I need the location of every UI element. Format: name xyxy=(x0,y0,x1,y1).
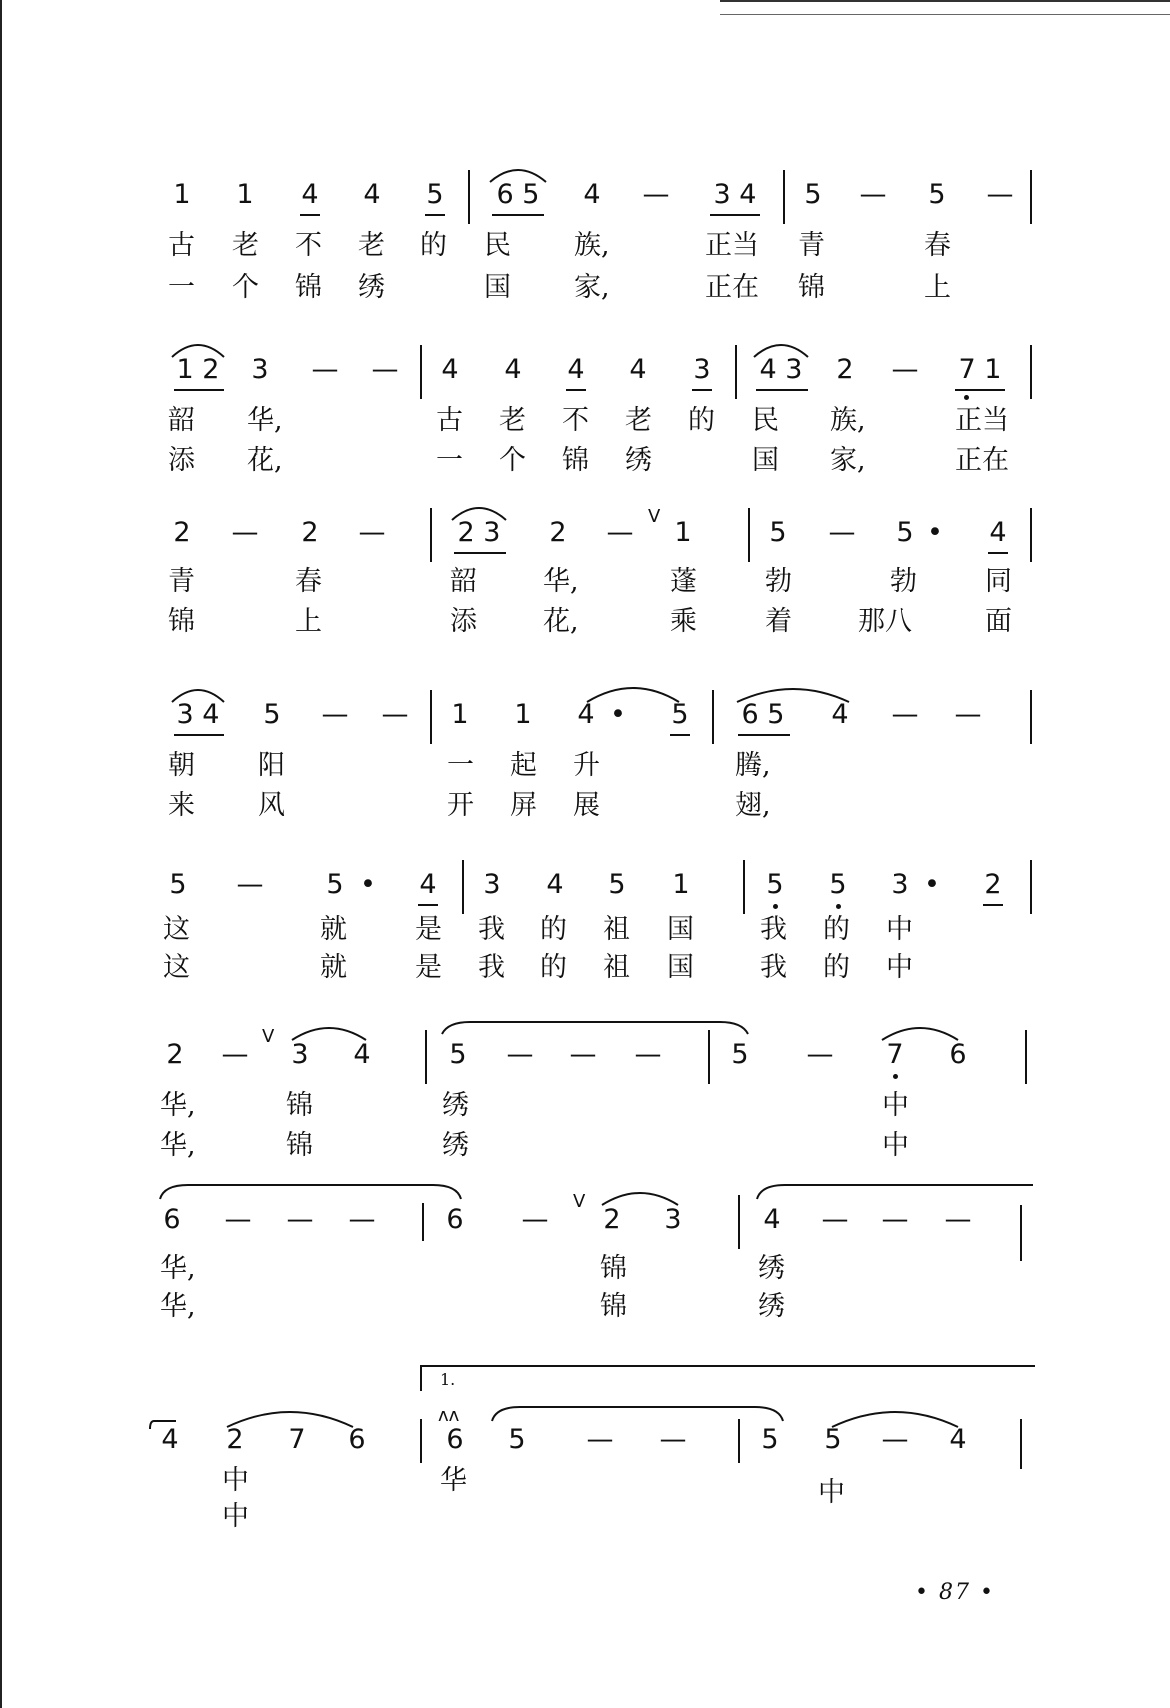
tie xyxy=(755,1181,1035,1203)
barline xyxy=(1020,1419,1022,1469)
note: — xyxy=(859,179,887,210)
note: 2 xyxy=(603,1204,621,1235)
underline xyxy=(988,552,1008,554)
lyric: 升 xyxy=(573,750,600,781)
note: 1 2 xyxy=(176,354,220,385)
lyric: 就 xyxy=(320,914,347,945)
lyric: 中 xyxy=(886,952,913,983)
lyric: 族, xyxy=(830,405,866,436)
lyric: 绣 xyxy=(442,1090,469,1121)
lyric: 绣 xyxy=(758,1291,785,1322)
note: • xyxy=(610,699,626,730)
lyric: 这 xyxy=(163,914,190,945)
lyric: 的 xyxy=(688,405,715,436)
barline xyxy=(430,508,432,562)
lyric: 国 xyxy=(667,952,694,983)
lyric: 添 xyxy=(168,445,195,476)
lyric: 风 xyxy=(258,790,285,821)
note: — xyxy=(358,517,386,548)
lyric: 老 xyxy=(358,230,385,261)
lyric: 绣 xyxy=(358,272,385,303)
barline xyxy=(735,345,737,399)
lyric: 锦 xyxy=(295,272,322,303)
underline xyxy=(174,389,224,391)
note: 7 1 xyxy=(958,354,1002,385)
lyric: 祖 xyxy=(603,914,630,945)
note: 2 xyxy=(549,517,567,548)
lyric: 中 xyxy=(222,1501,249,1532)
lyric: 民 xyxy=(752,405,779,436)
lyric: 锦 xyxy=(798,272,825,303)
note: 2 3 xyxy=(457,517,501,548)
barline xyxy=(1025,1030,1027,1084)
note: — xyxy=(224,1204,252,1235)
lyric: 面 xyxy=(985,606,1012,637)
note: 2 xyxy=(166,1039,184,1070)
lyric: 古 xyxy=(168,230,195,261)
note: 4 xyxy=(161,1424,179,1455)
lyric: 正当 xyxy=(705,230,759,261)
note: 6 5 xyxy=(741,699,785,730)
lyric: 起 xyxy=(510,750,537,781)
lyric: 华, xyxy=(160,1291,196,1322)
low-octave-dot xyxy=(836,904,841,909)
note: 3 xyxy=(891,869,909,900)
note: — xyxy=(891,354,919,385)
lyric: 的 xyxy=(823,952,850,983)
note: 4 xyxy=(989,517,1007,548)
lyric: 的 xyxy=(420,230,447,261)
tie xyxy=(440,1020,750,1040)
lyric: 华, xyxy=(160,1130,196,1161)
lyric: 不 xyxy=(562,405,589,436)
barline xyxy=(425,1030,427,1084)
lyric: 一 xyxy=(436,445,463,476)
note: 4 xyxy=(763,1204,781,1235)
note: — xyxy=(881,1424,909,1455)
lyric: 蓬 xyxy=(670,566,697,597)
note: 1 xyxy=(173,179,191,210)
lyric: 中 xyxy=(818,1477,845,1508)
lyric: 个 xyxy=(499,445,526,476)
lyric: 正当 xyxy=(955,405,1009,436)
lyric: 中 xyxy=(222,1465,249,1496)
underline xyxy=(983,904,1003,906)
underline xyxy=(174,734,224,736)
lyric: 祖 xyxy=(603,952,630,983)
lyric: 我 xyxy=(478,952,505,983)
lyric: 春 xyxy=(924,230,951,261)
note: 2 xyxy=(226,1424,244,1455)
lyric: 个 xyxy=(232,272,259,303)
note: — xyxy=(348,1204,376,1235)
note: — xyxy=(381,699,409,730)
underline xyxy=(756,389,808,391)
lyric: 的 xyxy=(540,952,567,983)
underline xyxy=(955,389,1005,391)
lyric: 锦 xyxy=(168,606,195,637)
note: 4 xyxy=(546,869,564,900)
underline xyxy=(738,734,790,736)
note: 1 xyxy=(236,179,254,210)
lyric: 着 xyxy=(765,606,792,637)
underline xyxy=(692,389,712,391)
note: 2 xyxy=(301,517,319,548)
note: 5 xyxy=(829,869,847,900)
lyric: 不 xyxy=(295,230,322,261)
lyric: 民 xyxy=(484,230,511,261)
lyric: 我 xyxy=(760,914,787,945)
note: — xyxy=(634,1039,662,1070)
volta-bracket-left xyxy=(420,1365,422,1391)
note: 6 xyxy=(446,1424,464,1455)
note: — xyxy=(642,179,670,210)
note: 5 xyxy=(326,869,344,900)
lyric: 腾, xyxy=(735,750,771,781)
lyric: 正在 xyxy=(955,445,1009,476)
note: 5 xyxy=(508,1424,526,1455)
lyric: 锦 xyxy=(600,1291,627,1322)
note: 5 xyxy=(671,699,689,730)
barline xyxy=(1030,170,1032,224)
note: 2 xyxy=(984,869,1002,900)
lyric: 古 xyxy=(436,405,463,436)
note: 2 xyxy=(836,354,854,385)
note: 4 xyxy=(441,354,459,385)
note: 3 4 xyxy=(713,179,757,210)
note: 7 xyxy=(886,1039,904,1070)
lyric: 一 xyxy=(168,272,195,303)
lyric: 花, xyxy=(247,445,283,476)
barline xyxy=(738,1419,740,1463)
low-octave-dot xyxy=(893,1074,898,1079)
note: 6 xyxy=(348,1424,366,1455)
lyric: 锦 xyxy=(562,445,589,476)
lyric: 朝 xyxy=(168,750,195,781)
lyric: 国 xyxy=(752,445,779,476)
barline xyxy=(420,1419,422,1463)
note: — xyxy=(521,1204,549,1235)
lyric: 翅, xyxy=(735,790,771,821)
trill-mark: ʌʌ xyxy=(438,1405,460,1426)
barline xyxy=(712,690,714,744)
barline xyxy=(420,345,422,399)
note: 6 xyxy=(446,1204,464,1235)
note: 3 xyxy=(664,1204,682,1235)
note: 5 xyxy=(761,1424,779,1455)
note: 6 5 xyxy=(496,179,540,210)
note: 4 xyxy=(577,699,595,730)
lyric: 绣 xyxy=(758,1253,785,1284)
note: 5 xyxy=(769,517,787,548)
lyric: 韶 xyxy=(168,405,195,436)
lyric: 展 xyxy=(573,790,600,821)
tie xyxy=(490,1403,785,1425)
note: 5 xyxy=(928,179,946,210)
note: — xyxy=(506,1039,534,1070)
note: 1 xyxy=(514,699,532,730)
note: 5 xyxy=(824,1424,842,1455)
lyric: 同 xyxy=(985,566,1012,597)
barline xyxy=(422,1203,424,1241)
note: — xyxy=(569,1039,597,1070)
lyric: 华, xyxy=(543,566,579,597)
note: 4 xyxy=(419,869,437,900)
note: — xyxy=(606,517,634,548)
underline xyxy=(425,214,445,216)
barline xyxy=(468,170,470,224)
page-number: • 87 • xyxy=(915,1580,995,1605)
underline xyxy=(454,552,506,554)
note: 3 xyxy=(693,354,711,385)
lyric: 华, xyxy=(247,405,283,436)
note: — xyxy=(231,517,259,548)
note: — xyxy=(586,1424,614,1455)
note: 4 xyxy=(301,179,319,210)
underline xyxy=(300,214,320,216)
barline xyxy=(1030,508,1032,562)
lyric: 老 xyxy=(499,405,526,436)
lyric: 华, xyxy=(160,1090,196,1121)
note: — xyxy=(828,517,856,548)
note: 4 xyxy=(949,1424,967,1455)
lyric: 那八 xyxy=(858,606,912,637)
lyric: 来 xyxy=(168,790,195,821)
note: 4 xyxy=(567,354,585,385)
note: 4 xyxy=(504,354,522,385)
barline xyxy=(708,1030,710,1084)
note: 6 xyxy=(949,1039,967,1070)
barline xyxy=(462,860,464,914)
barline xyxy=(1030,345,1032,399)
barline xyxy=(748,508,750,562)
note: 7 xyxy=(288,1424,306,1455)
lyric: 春 xyxy=(295,566,322,597)
note: — xyxy=(221,1039,249,1070)
note: — xyxy=(821,1204,849,1235)
note: 5 xyxy=(731,1039,749,1070)
lyric: 绣 xyxy=(625,445,652,476)
lyric: 家, xyxy=(830,445,866,476)
note: — xyxy=(321,699,349,730)
barline xyxy=(738,1195,740,1249)
note: — xyxy=(944,1204,972,1235)
low-octave-dot xyxy=(964,395,969,400)
lyric: 我 xyxy=(760,952,787,983)
note: 5 xyxy=(608,869,626,900)
note: 1 xyxy=(672,869,690,900)
barline xyxy=(430,690,432,744)
lyric: 我 xyxy=(478,914,505,945)
lyric: 花, xyxy=(543,606,579,637)
lyric: 就 xyxy=(320,952,347,983)
note: 6 xyxy=(163,1204,181,1235)
note: 5 xyxy=(263,699,281,730)
note: 3 xyxy=(251,354,269,385)
underline xyxy=(710,214,760,216)
tie xyxy=(158,1181,463,1203)
underline xyxy=(418,904,438,906)
lyric: 华 xyxy=(440,1465,467,1496)
note: — xyxy=(236,869,264,900)
note: 4 xyxy=(831,699,849,730)
note: 3 xyxy=(483,869,501,900)
lyric: 锦 xyxy=(600,1253,627,1284)
lyric: 上 xyxy=(924,272,951,303)
note: 5 xyxy=(896,517,914,548)
volta-label: 1. xyxy=(440,1370,456,1389)
note: — xyxy=(881,1204,909,1235)
breath-mark: V xyxy=(573,1191,586,1212)
lyric: 勃 xyxy=(890,566,917,597)
lyric: 老 xyxy=(232,230,259,261)
note: 4 3 xyxy=(759,354,803,385)
lyric: 家, xyxy=(574,272,610,303)
note: • xyxy=(924,869,940,900)
slur xyxy=(585,682,681,704)
lyric: 屏 xyxy=(510,790,537,821)
note: 5 xyxy=(804,179,822,210)
note: — xyxy=(891,699,919,730)
note: • xyxy=(927,517,943,548)
note: — xyxy=(311,354,339,385)
underline xyxy=(566,389,586,391)
note: — xyxy=(659,1424,687,1455)
lyric: 中 xyxy=(886,914,913,945)
note: — xyxy=(286,1204,314,1235)
barline xyxy=(743,860,745,914)
note: 4 xyxy=(363,179,381,210)
note: • xyxy=(360,869,376,900)
lyric: 锦 xyxy=(286,1130,313,1161)
breath-mark: V xyxy=(262,1026,275,1047)
note: — xyxy=(371,354,399,385)
note: 5 xyxy=(766,869,784,900)
note: 4 xyxy=(583,179,601,210)
lyric: 勃 xyxy=(765,566,792,597)
low-octave-dot xyxy=(773,904,778,909)
lyric: 华, xyxy=(160,1253,196,1284)
lyric: 锦 xyxy=(286,1090,313,1121)
note: — xyxy=(986,179,1014,210)
lyric: 是 xyxy=(415,914,442,945)
lyric: 国 xyxy=(484,272,511,303)
note: 4 xyxy=(629,354,647,385)
lyric: 中 xyxy=(882,1090,909,1121)
note: 1 xyxy=(674,517,692,548)
lyric: 阳 xyxy=(258,750,285,781)
lyric: 绣 xyxy=(442,1130,469,1161)
note: 5 xyxy=(449,1039,467,1070)
note: 5 xyxy=(426,179,444,210)
lyric: 族, xyxy=(574,230,610,261)
lyric: 上 xyxy=(295,606,322,637)
note: — xyxy=(806,1039,834,1070)
lyric: 青 xyxy=(168,566,195,597)
lyric: 韶 xyxy=(450,566,477,597)
lyric: 老 xyxy=(625,405,652,436)
note: — xyxy=(954,699,982,730)
lyric: 是 xyxy=(415,952,442,983)
note: 3 4 xyxy=(176,699,220,730)
lyric: 青 xyxy=(798,230,825,261)
lyric: 中 xyxy=(882,1130,909,1161)
lyric: 正在 xyxy=(705,272,759,303)
lyric: 添 xyxy=(450,606,477,637)
breath-mark: V xyxy=(648,506,661,527)
volta-bracket-top xyxy=(420,1365,1035,1367)
note: 2 xyxy=(173,517,191,548)
lyric: 的 xyxy=(823,914,850,945)
lyric: 一 xyxy=(447,750,474,781)
note: 3 xyxy=(291,1039,309,1070)
lyric: 开 xyxy=(447,790,474,821)
underline xyxy=(670,734,690,736)
barline xyxy=(1020,1205,1022,1261)
lyric: 国 xyxy=(667,914,694,945)
lyric: 乘 xyxy=(670,606,697,637)
barline xyxy=(783,170,785,224)
note: 1 xyxy=(451,699,469,730)
lyric: 的 xyxy=(540,914,567,945)
underline xyxy=(492,214,544,216)
note: 4 xyxy=(353,1039,371,1070)
note: 5 xyxy=(169,869,187,900)
barline xyxy=(1030,690,1032,744)
lyric: 这 xyxy=(163,952,190,983)
barline xyxy=(1030,860,1032,914)
